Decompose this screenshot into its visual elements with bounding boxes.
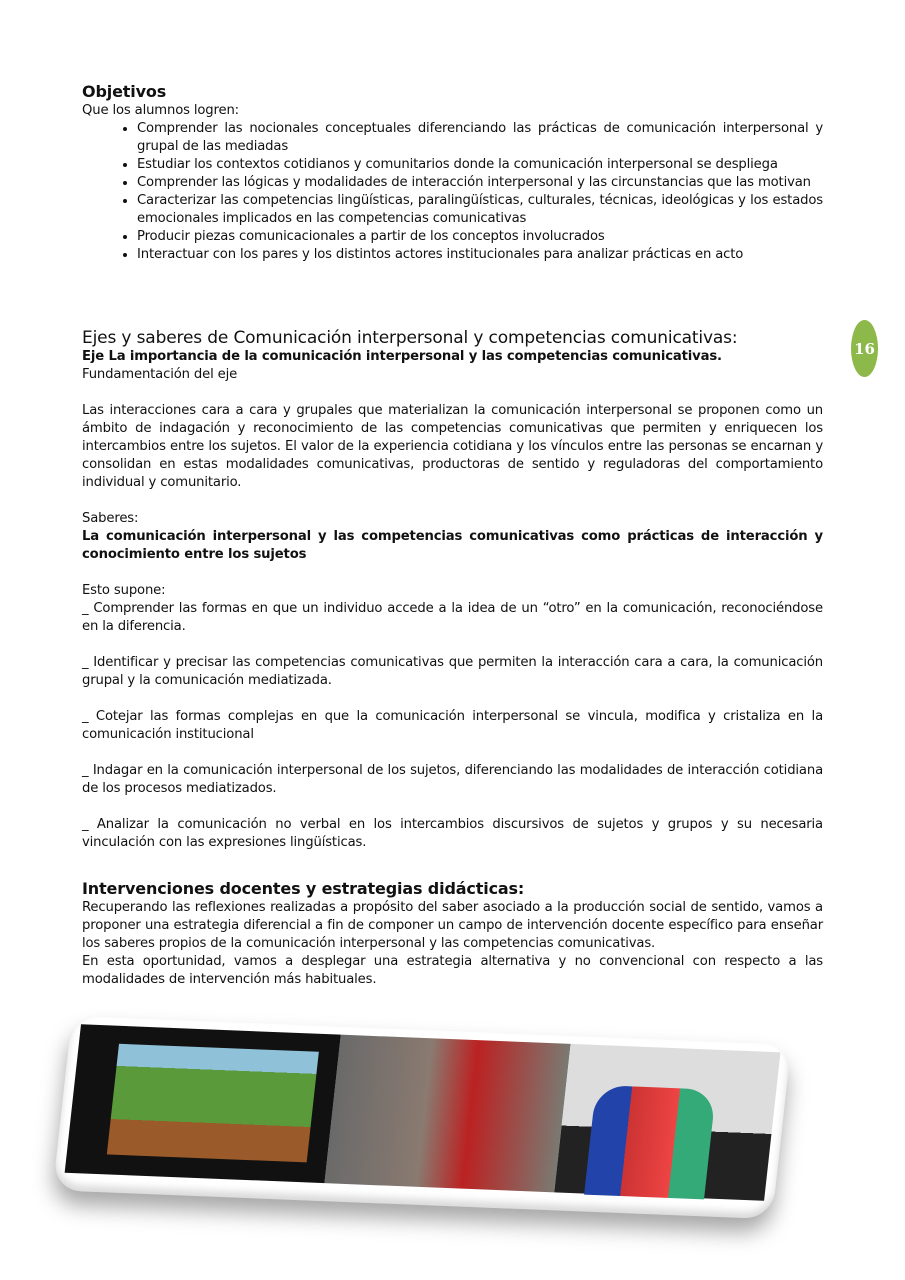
intervenciones-paragraph: En esta oportunidad, vamos a desplegar una estrategia alternativa y no convencional con respecto a las modalidades de intervención más habituales. xyxy=(82,954,823,987)
list-item: • Producir piezas comunicacionales a partir de los conceptos involucrados xyxy=(137,228,823,246)
supone-label: Esto supone: xyxy=(82,583,166,598)
page-number-badge: 16 xyxy=(851,320,878,377)
supone-item: _ Indagar en la comunicación interpersonal de los sujetos, diferenciando las modalidades de interacción cotidiana de los procesos mediatizados. xyxy=(82,763,823,796)
supone-item: _ Identificar y precisar las competencias comunicativas que permiten la interacción cara a cara, la comunicación grupal y la comunicación mediatizada. xyxy=(82,655,823,688)
supone-item: _ Comprender las formas en que un individuo accede a la idea de un “otro” en la comunicación, reconociéndose en la diferencia. xyxy=(82,601,823,634)
objetivos-intro: Que los alumnos logren: xyxy=(82,103,239,118)
intervenciones-title: Intervenciones docentes y estrategias didácticas: xyxy=(82,879,525,898)
list-item: • Interactuar con los pares y los distintos actores institucionales para analizar prácticas en acto xyxy=(137,246,823,264)
eje-subtitle: Eje La importancia de la comunicación interpersonal y las competencias comunicativas. xyxy=(82,349,722,364)
intervenciones-paragraph: Recuperando las reflexiones realizadas a propósito del saber asociado a la producción social de sentido, vamos a proponer una estrategia diferencial a fin de componer un campo de intervención docente específico para enseñar los saberes propios de la comunicación interpersonal y las competencias comunicativas. xyxy=(82,900,823,951)
clowns-photo xyxy=(554,1044,780,1201)
supone-item: _ Cotejar las formas complejas en que la comunicación interpersonal se vincula, modifica y cristaliza en la comunicación institucional xyxy=(82,709,823,742)
painting-photo xyxy=(65,1024,341,1183)
intervenciones-section xyxy=(82,879,823,989)
objetivos-section xyxy=(82,82,823,264)
saberes-text: La comunicación interpersonal y las competencias comunicativas como prácticas de interacción y conocimiento entre los sujetos xyxy=(82,529,823,562)
photo-collage xyxy=(53,1016,792,1219)
ejes-section xyxy=(82,328,823,852)
list-item: • Caracterizar las competencias lingüísticas, paralingüísticas, culturales, técnicas, ideológicas y los estados emocionales implicados en las competencias comunicativas xyxy=(137,192,823,228)
supone-item: _ Analizar la comunicación no verbal en los intercambios discursivos de sujetos y grupos y su necesaria vinculación con las expresiones lingüísticas. xyxy=(82,817,823,850)
objetivos-title: Objetivos xyxy=(82,82,167,101)
objetivos-list xyxy=(82,120,823,264)
list-item: • Estudiar los contextos cotidianos y comunitarios donde la comunicación interpersonal se despliega xyxy=(137,156,823,174)
saberes-label: Saberes: xyxy=(82,511,139,526)
list-item: • Comprender las lógicas y modalidades de interacción interpersonal y las circunstancias que las motivan xyxy=(137,174,823,192)
fundamentacion-paragraph: Las interacciones cara a cara y grupales que materializan la comunicación interpersonal se proponen como un ámbito de indagación y reconocimiento de las competencias comunicativas que permiten y enriquecen los intercambios entre los sujetos. El valor de la experiencia cotidiana y los vínculos entre las personas se encarnan y consolidan en estas modalidades comunicativas, productoras de sentido y reguladoras del comportamiento individual y comunitario. xyxy=(82,403,823,490)
list-item: • Comprender las nocionales conceptuales diferenciando las prácticas de comunicación interpersonal y grupal de las mediadas xyxy=(137,120,823,156)
ejes-title: Ejes y saberes de Comunicación interpersonal y competencias comunicativas: xyxy=(82,328,738,348)
children-playing-photo xyxy=(324,1035,570,1193)
fundamentacion-label: Fundamentación del eje xyxy=(82,367,238,382)
